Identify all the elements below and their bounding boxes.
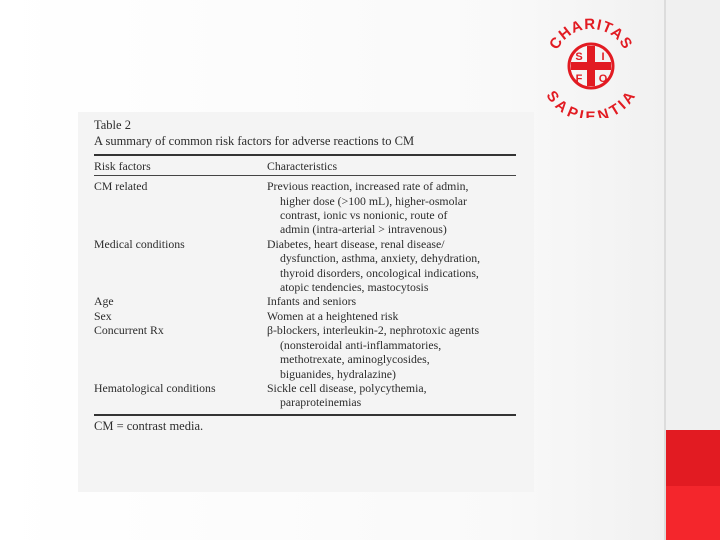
risk-factor-cell: Age	[94, 294, 114, 309]
characteristics-line: admin (intra-arterial > intravenous)	[280, 222, 447, 237]
risk-factors-table	[94, 179, 516, 410]
characteristics-cell	[267, 323, 516, 381]
table-bottom-rule	[94, 414, 516, 416]
svg-text:SAPIENTIA	[543, 88, 640, 118]
table-label: Table 2	[94, 118, 131, 132]
table-row	[94, 294, 516, 308]
table-row	[94, 237, 516, 295]
characteristics-line: β-blockers, interleukin-2, nephrotoxic agents	[267, 323, 480, 338]
characteristics-cell	[267, 309, 516, 323]
characteristics-line: higher dose (>100 mL), higher-osmolar	[280, 193, 467, 208]
characteristics-line: atopic tendencies, mastocytosis	[280, 280, 429, 295]
side-strip-divider	[664, 0, 666, 540]
characteristics-line: Diabetes, heart disease, renal disease/	[267, 236, 445, 251]
header-risk-factors: Risk factors	[94, 158, 151, 173]
header-characteristics: Characteristics	[267, 158, 338, 173]
characteristics-cell	[267, 294, 516, 308]
characteristics-cell	[267, 381, 516, 410]
characteristics-line: Sickle cell disease, polycythemia,	[267, 380, 427, 395]
table-row	[94, 323, 516, 381]
characteristics-cell	[267, 237, 516, 295]
risk-factor-cell: Medical conditions	[94, 236, 185, 251]
risk-factor-cell: Concurrent Rx	[94, 323, 164, 338]
characteristics-line: biguanides, hydralazine)	[280, 366, 396, 381]
risk-factor-cell: CM related	[94, 179, 148, 194]
side-strip-red-block-lower	[664, 486, 720, 540]
characteristics-line: thyroid disorders, oncological indications,	[280, 265, 479, 280]
logo-letter-f: F	[575, 73, 583, 85]
logo-bottom-text: SAPIENTIA	[542, 87, 640, 118]
table-document-image	[78, 112, 534, 492]
table-row	[94, 309, 516, 323]
table-row	[94, 179, 516, 237]
table-caption: A summary of common risk factors for adverse reactions to CM	[94, 134, 415, 149]
logo-letter-i: I	[601, 51, 605, 63]
characteristics-line: Women at a heightened risk	[267, 308, 399, 323]
characteristics-line: Previous reaction, increased rate of admin,	[267, 179, 469, 194]
table-footnote: CM = contrast media.	[94, 418, 204, 433]
logo-top-text: CHARITAS	[546, 15, 636, 53]
risk-factor-cell: Sex	[94, 308, 112, 323]
logo-letter-o: O	[598, 73, 608, 85]
characteristics-line: paraproteinemias	[280, 395, 362, 410]
side-strip-red-block	[664, 430, 720, 486]
side-strip-gray	[664, 0, 720, 430]
risk-factors-table-header	[94, 156, 516, 175]
side-accent-strip	[664, 0, 720, 540]
characteristics-line: (nonsteroidal anti-inflammatories,	[280, 337, 442, 352]
characteristics-line: contrast, ionic vs nonionic, route of	[280, 208, 448, 223]
characteristics-cell	[267, 179, 516, 237]
characteristics-line: methotrexate, aminoglycosides,	[280, 352, 430, 367]
table-row	[94, 381, 516, 410]
characteristics-line: dysfunction, asthma, anxiety, dehydration,	[280, 251, 481, 266]
risk-factor-cell: Hematological conditions	[94, 380, 216, 395]
characteristics-line: Infants and seniors	[267, 294, 357, 309]
charitas-sapientia-seal-icon	[536, 8, 646, 118]
logo-letter-s: S	[575, 51, 583, 63]
